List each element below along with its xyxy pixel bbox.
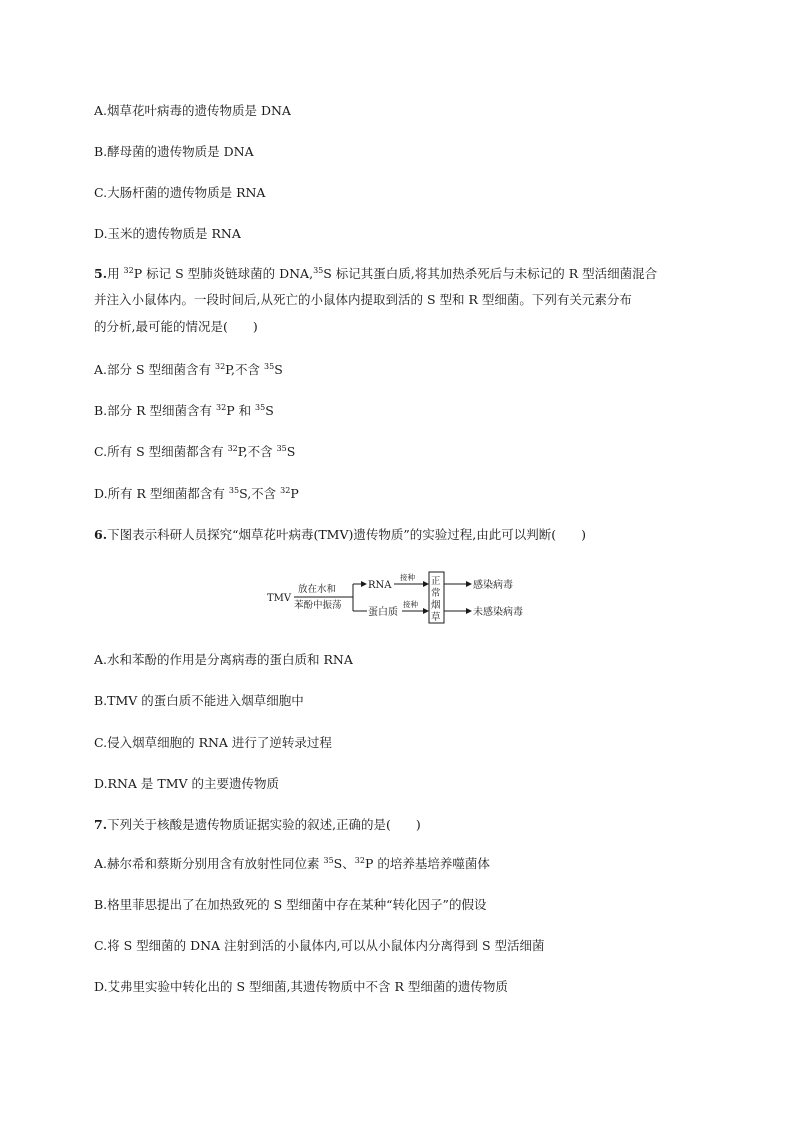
diagram-treatment-top: 放在水和 — [298, 584, 337, 595]
q4-option-c: C.大肠杆菌的遗传物质是 RNA — [94, 185, 266, 200]
q4-option-a: A.烟草花叶病毒的遗传物质是 DNA — [94, 103, 291, 118]
diagram-box-char-1: 正 — [431, 576, 441, 587]
tmv-experiment-diagram — [262, 570, 534, 625]
q4-option-d: D.玉米的遗传物质是 RNA — [94, 226, 241, 241]
diagram-inoculate-top: 接种 — [400, 573, 415, 582]
q5-number: 5. — [94, 266, 108, 281]
diagram-protein-label: 蛋白质 — [368, 607, 398, 618]
q7-option-a: A.赫尔希和蔡斯分别用含有放射性同位素 $^{35}$S、$^{32}$P 的培养基培养噬菌体 — [94, 856, 490, 871]
diagram-tmv-label: TMV — [267, 593, 292, 604]
q6-number: 6. — [94, 527, 108, 542]
diagram-rna-label: RNA — [368, 580, 392, 591]
q6-option-d: D.RNA 是 TMV 的主要遗传物质 — [94, 776, 280, 791]
q5-option-c: C.所有 S 型细菌都含有 $^{32}$P,不含 $^{35}$S — [94, 444, 296, 459]
q6-option-a: A.水和苯酚的作用是分离病毒的蛋白质和 RNA — [94, 652, 353, 667]
diagram-box-char-3: 烟 — [431, 600, 441, 611]
q7-number: 7. — [94, 817, 108, 832]
diagram-result-infected: 感染病毒 — [473, 580, 513, 591]
diagram-box-char-4: 草 — [431, 612, 441, 623]
diagram-inoculate-bottom: 接种 — [403, 600, 418, 609]
q6-stem: 6.下图表示科研人员探究“烟草花叶病毒(TMV)遗传物质”的实验过程,由此可以判断( ) — [94, 527, 586, 542]
q5-option-b: B.部分 R 型细菌含有 $^{32}$P 和 $^{35}$S — [94, 403, 274, 418]
q7-option-d: D.艾弗里实验中转化出的 S 型细菌,其遗传物质中不含 R 型细菌的遗传物质 — [94, 979, 508, 994]
q6-option-c: C.侵入烟草细胞的 RNA 进行了逆转录过程 — [94, 735, 332, 750]
diagram-result-uninfected: 未感染病毒 — [473, 607, 523, 618]
diagram-treatment-bottom: 苯酚中振荡 — [294, 600, 342, 611]
q5-stem-line2: 并注入小鼠体内。一段时间后,从死亡的小鼠体内提取到活的 S 型和 R 型细菌。下列有关元素分布 — [94, 292, 632, 307]
q5-stem-line3: 的分析,最可能的情况是( ) — [94, 319, 258, 334]
q7-stem: 7.下列关于核酸是遗传物质证据实验的叙述,正确的是( ) — [94, 817, 421, 832]
q6-option-b: B.TMV 的蛋白质不能进入烟草细胞中 — [94, 693, 304, 708]
q5-option-a: A.部分 S 型细菌含有 $^{32}$P,不含 $^{35}$S — [94, 362, 283, 377]
q4-option-b: B.酵母菌的遗传物质是 DNA — [94, 144, 254, 159]
q5-stem-line1: 5.用 $^{32}$P 标记 S 型肺炎链球菌的 DNA,$^{35}$S 标记其蛋白质,将其加热杀死后与未标记的 R 型活细菌混合 — [94, 266, 658, 281]
q7-option-c: C.将 S 型细菌的 DNA 注射到活的小鼠体内,可以从小鼠体内分离得到 S 型活细菌 — [94, 938, 545, 953]
q5-option-d: D.所有 R 型细菌都含有 $^{35}$S,不含 $^{32}$P — [94, 486, 299, 501]
q7-option-b: B.格里菲思提出了在加热致死的 S 型细菌中存在某种“转化因子”的假设 — [94, 897, 487, 912]
diagram-box-char-2: 常 — [431, 588, 441, 599]
